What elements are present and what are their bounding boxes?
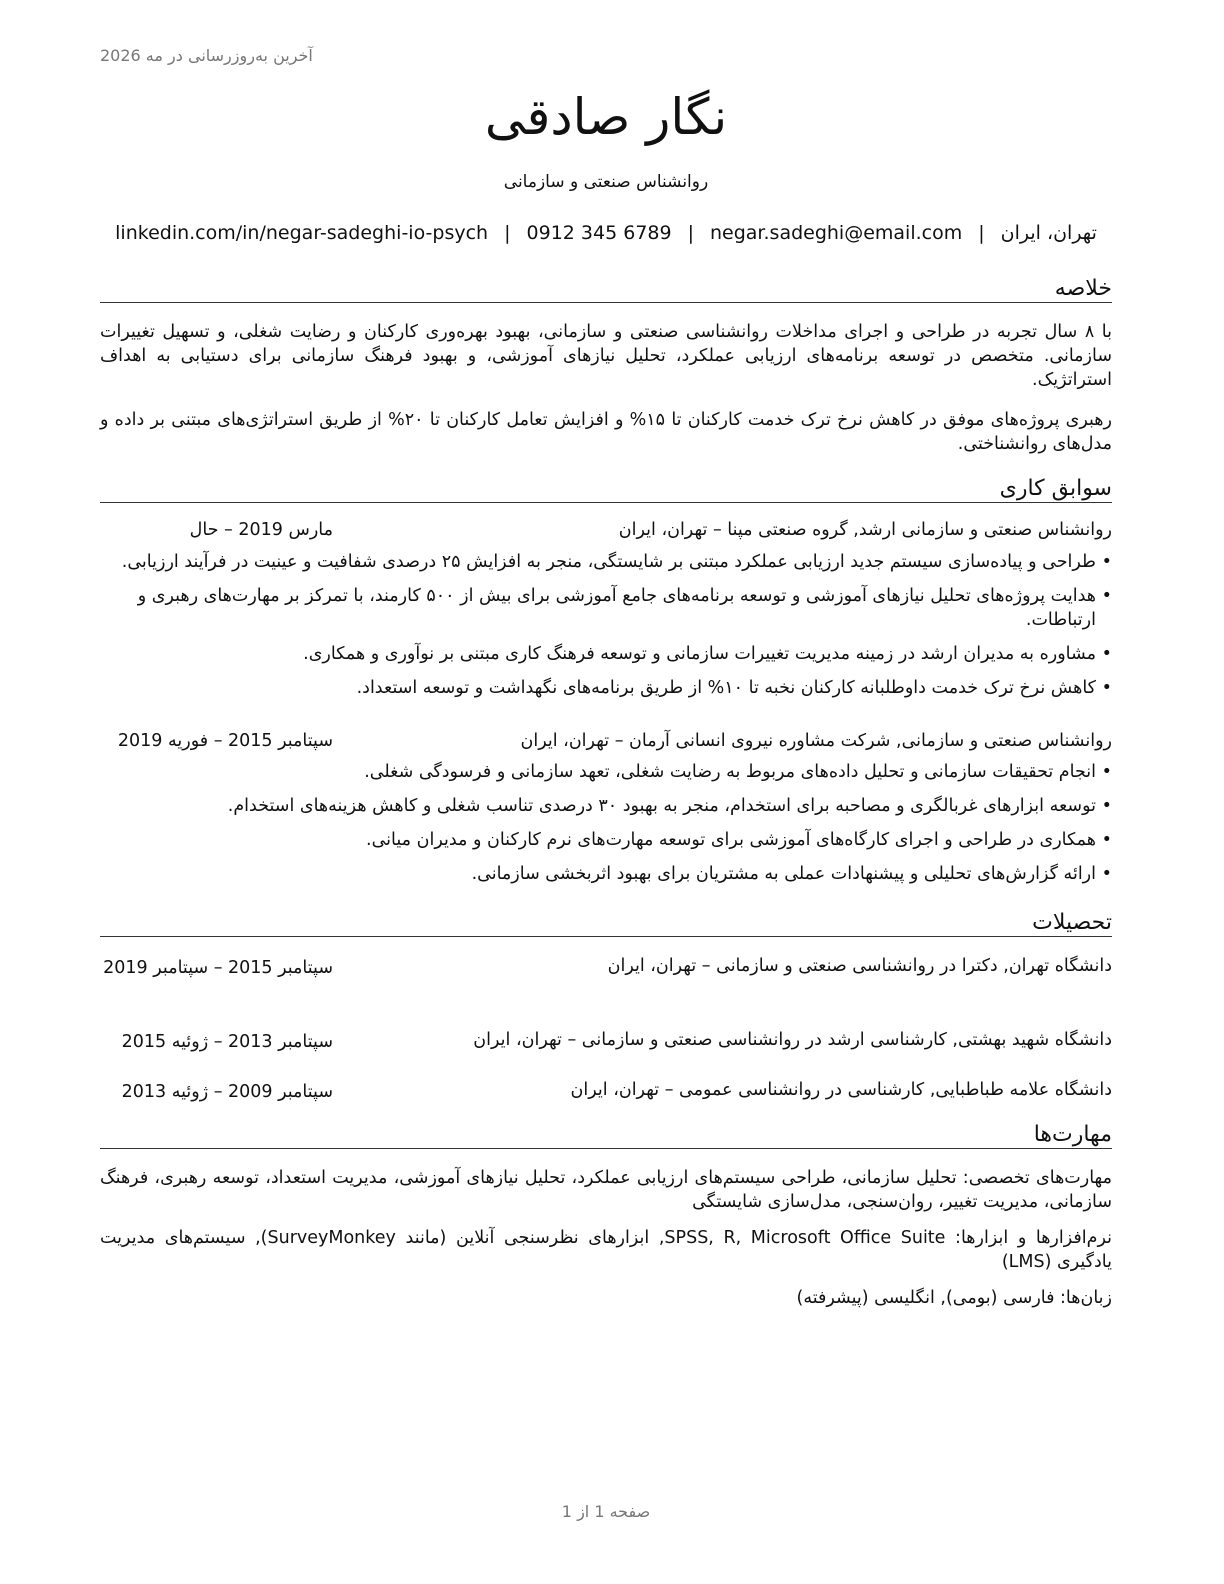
education-title: دانشگاه علامه طباطبایی, کارشناسی در روانشناسی عمومی – تهران، ایران (570, 1080, 1112, 1100)
education-dates: سپتامبر 2013 – ژوئیه 2015 (121, 1032, 333, 1052)
education-item (100, 956, 1112, 1006)
summary-paragraph-1: با ۸ سال تجربه در طراحی و اجرای مداخلات روانشناسی صنعتی و سازمانی، بهبود بهره‌وری کارکنان و رضایت شغلی، و تسهیل تغییرات سازمانی. متخصص در توسعه برنامه‌های ارزیابی عملکرد، تحلیل نیازهای آموزشی، و بهبود فرهنگ سازمانی برای دستیابی به اهداف استراتژیک. (100, 322, 1113, 390)
summary-paragraph-2: رهبری پروژه‌های موفق در کاهش نرخ ترک خدمت کارکنان تا ۱۵% و افزایش تعامل کارکنان تا ۲۰% از طریق استراتژی‌های مبتنی بر داده و مدل‌های روانشناختی. (100, 410, 1112, 454)
education-title: دانشگاه تهران, دکترا در روانشناسی صنعتی و سازمانی – تهران، ایران (607, 956, 1112, 976)
page-number: صفحه 1 از 1 (561, 1502, 651, 1521)
job-dates: سپتامبر 2015 – فوریه 2019 (117, 731, 333, 751)
skills-languages: زبان‌ها: فارسی (بومی), انگلیسی (پیشرفته) (796, 1288, 1112, 1308)
summary-heading: خلاصه (100, 276, 1112, 303)
list-item: • انجام تحقیقات سازمانی و تحلیل داده‌های مربوط به رضایت شغلی، تعهد سازمانی و فرسودگی شغلی. (100, 760, 1112, 784)
list-item: • هدایت پروژه‌های تحلیل نیازهای آموزشی و توسعه برنامه‌های جامع آموزشی برای بیش از ۵۰۰ کارمند، با تمرکز بر مهارت‌های رهبری و ارتباطات. (100, 584, 1112, 632)
resume-page (100, 0, 1112, 1584)
job-title: روانشناس صنعتی و سازمانی ارشد, گروه صنعتی مپنا – تهران، ایران (618, 520, 1112, 540)
last-updated: آخرین به‌روزرسانی در مه 2026 (100, 46, 313, 65)
education-dates: سپتامبر 2015 – سپتامبر 2019 (103, 958, 333, 978)
job-dates: مارس 2019 – حال (189, 520, 333, 540)
list-item: • توسعه ابزارهای غربالگری و مصاحبه برای استخدام، منجر به بهبود ۳۰ درصدی تناسب شغلی و کاهش هزینه‌های استخدام. (100, 794, 1112, 818)
job-title: روانشناس صنعتی و سازمانی, شرکت مشاوره نیروی انسانی آرمان – تهران، ایران (520, 731, 1112, 751)
list-item: • کاهش نرخ ترک خدمت داوطلبانه کارکنان نخبه تا ۱۰% از طریق برنامه‌های نگهداشت و توسعه استعداد. (100, 676, 1112, 700)
contact-location: تهران، ایران (1000, 222, 1097, 244)
experience-heading: سوابق کاری (100, 476, 1112, 503)
education-item (100, 1030, 1112, 1056)
contact-phone[interactable]: 6789 345 0912 (526, 222, 672, 244)
job-header (100, 731, 1112, 757)
list-item: • مشاوره به مدیران ارشد در زمینه مدیریت تغییرات سازمانی و توسعه فرهنگ کاری مبتنی بر نوآوری و همکاری. (100, 642, 1112, 666)
education-title: دانشگاه شهید بهشتی, کارشناسی ارشد در روانشناسی صنعتی و سازمانی – تهران، ایران (473, 1030, 1112, 1050)
contact-line (100, 222, 1112, 244)
skills-expertise: مهارت‌های تخصصی: تحلیل سازمانی، طراحی سیستم‌های ارزیابی عملکرد، تحلیل نیازهای آموزشی، مدیریت استعداد، توسعه رهبری، فرهنگ سازمانی، مدیریت تغییر، روان‌سنجی، مدل‌سازی شایستگی (100, 1168, 1112, 1212)
contact-separator: | (504, 222, 511, 244)
candidate-title: روانشناس صنعتی و سازمانی (503, 172, 709, 192)
skills-software: نرم‌افزارها و ابزارها: SPSS, R, Microsoft Office Suite, ابزارهای نظرسنجی آنلاین (مانند SurveyMonkey), سیستم‌های مدیریت یادگیری (LMS) (100, 1228, 1112, 1272)
education-dates: سپتامبر 2009 – ژوئیه 2013 (121, 1082, 333, 1102)
contact-separator: | (978, 222, 985, 244)
contact-email[interactable]: negar.sadeghi@email.com (710, 222, 963, 244)
candidate-name: نگار صادقی (484, 88, 728, 146)
contact-separator: | (687, 222, 694, 244)
list-item: • همکاری در طراحی و اجرای کارگاه‌های آموزشی برای توسعه مهارت‌های نرم کارکنان و مدیران میانی. (100, 828, 1112, 852)
skills-heading: مهارت‌ها (100, 1122, 1112, 1149)
education-heading: تحصیلات (100, 910, 1112, 937)
list-item: • ارائه گزارش‌های تحلیلی و پیشنهادات عملی به مشتریان برای بهبود اثربخشی سازمانی. (100, 862, 1112, 886)
job-header (100, 520, 1112, 546)
job-bullets (100, 760, 1112, 886)
job-bullets (100, 550, 1112, 700)
education-item (100, 1080, 1112, 1106)
list-item: • طراحی و پیاده‌سازی سیستم جدید ارزیابی عملکرد مبتنی بر شایستگی، منجر به افزایش ۲۵ درصدی شفافیت و عینیت در فرآیند ارزیابی. (100, 550, 1112, 574)
contact-linkedin[interactable]: linkedin.com/in/negar-sadeghi-io-psych (115, 222, 489, 244)
